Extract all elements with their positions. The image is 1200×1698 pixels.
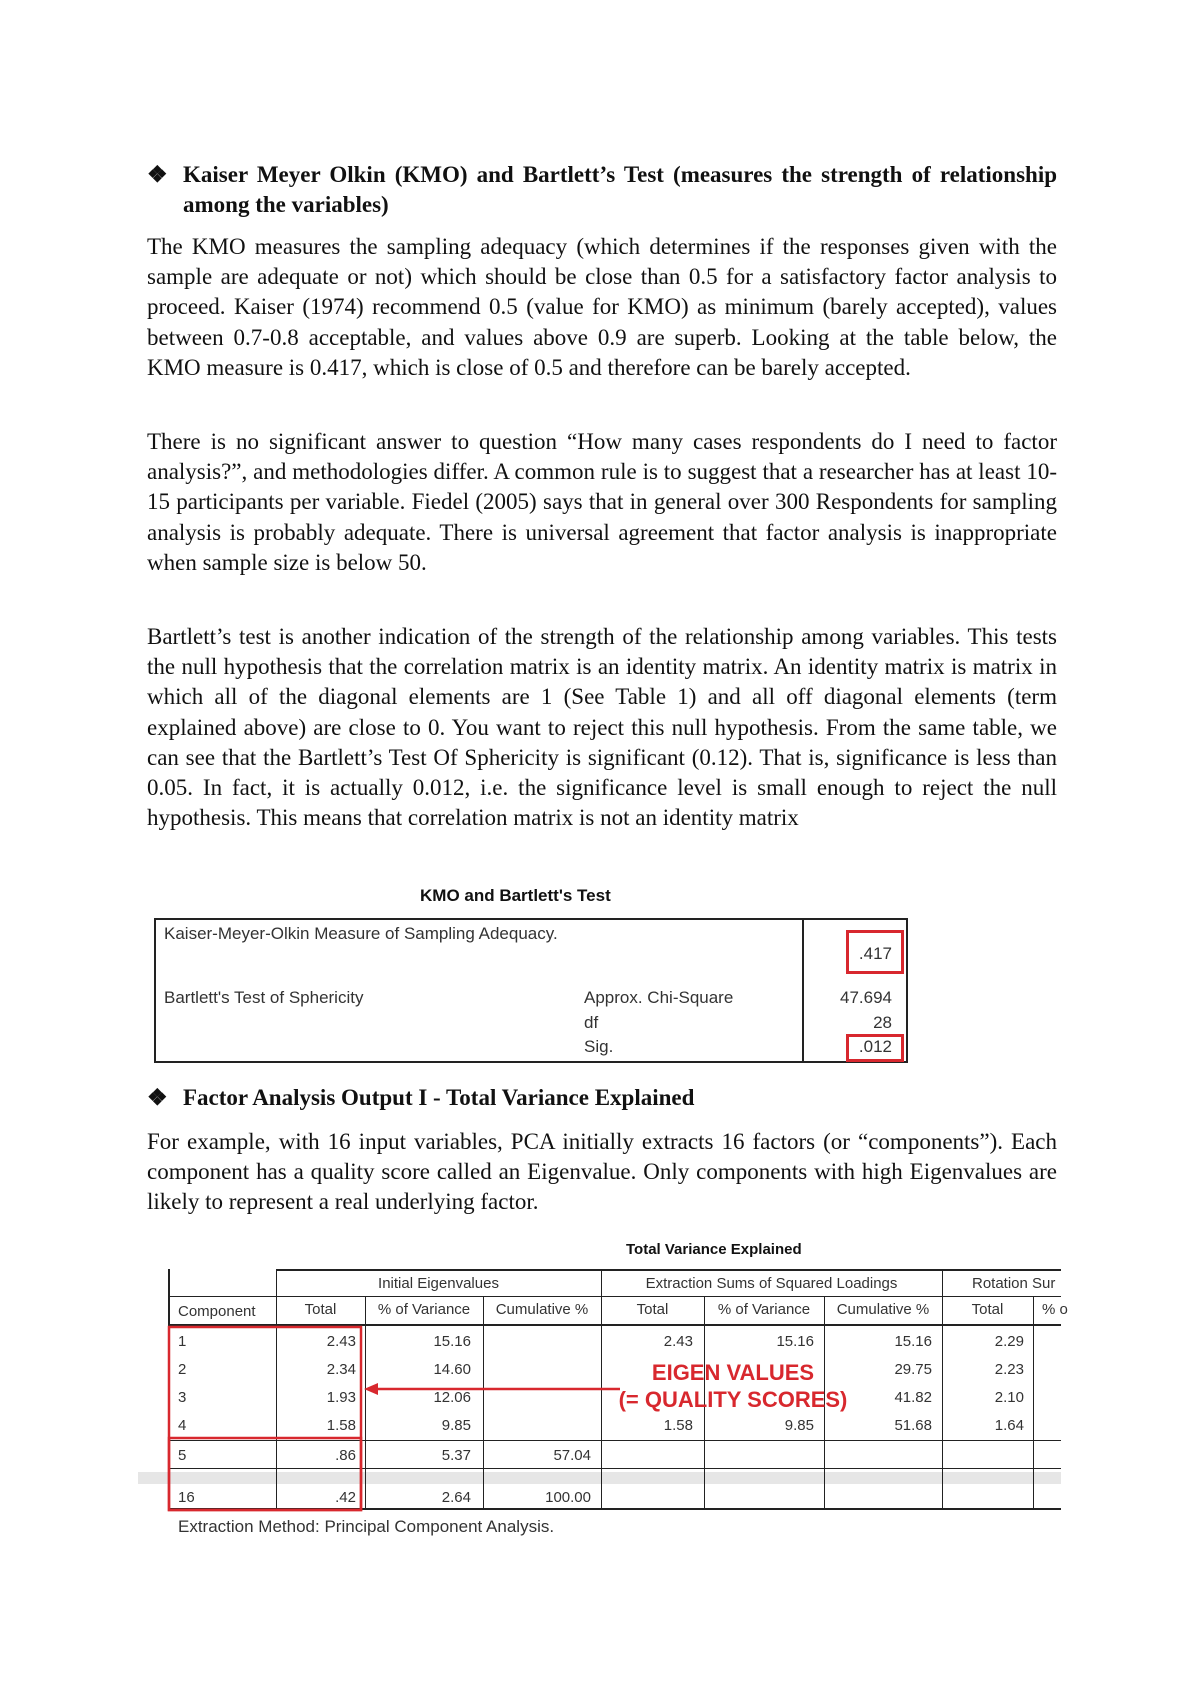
table-cell: 2.10 bbox=[994, 1389, 1024, 1406]
table-cell: 1.64 bbox=[994, 1417, 1024, 1434]
table-cell: 2.43 bbox=[326, 1333, 356, 1350]
tve-footnote: Extraction Method: Principal Component Analysis. bbox=[178, 1517, 555, 1536]
col-header-total: Total bbox=[636, 1301, 669, 1318]
heading-text: Factor Analysis Output I - Total Variance Explained bbox=[183, 1085, 695, 1110]
col-header-pct-variance: % of Variance bbox=[377, 1301, 471, 1318]
bartlett-label: Bartlett's Test of Sphericity bbox=[164, 988, 364, 1007]
table-cell: 9.85 bbox=[441, 1417, 471, 1434]
table-rule bbox=[276, 1269, 1061, 1271]
heading-text: Kaiser Meyer Olkin (KMO) and Bartlett’s Test (measures the strength of relationship among the variables) bbox=[183, 162, 1057, 217]
table-cell: 2.43 bbox=[663, 1333, 693, 1350]
table-rule bbox=[168, 1296, 276, 1297]
table-cell: 15.16 bbox=[894, 1333, 932, 1350]
table-cell: 15.16 bbox=[776, 1333, 814, 1350]
col-header-cumulative: Cumulative % bbox=[836, 1301, 930, 1318]
table-cell: .86 bbox=[335, 1447, 356, 1464]
col-header-cumulative: Cumulative % bbox=[495, 1301, 589, 1318]
diamond-bullet-icon: ❖ bbox=[147, 1085, 168, 1110]
component-number-cell: 5 bbox=[178, 1447, 187, 1464]
component-number-cell: 16 bbox=[178, 1489, 195, 1506]
kmo-table bbox=[154, 918, 908, 1063]
table-cell: 14.60 bbox=[433, 1361, 471, 1378]
group-header-extraction: Extraction Sums of Squared Loadings bbox=[645, 1275, 898, 1292]
table-cell: 2.29 bbox=[994, 1333, 1024, 1350]
section-heading-kmo bbox=[147, 160, 1057, 220]
paragraph-kmo-intro: The KMO measures the sampling adequacy (which determines if the responses given with the sample are adequate or not) which should be close than 0.5 for a satisfactory factor analysis to proceed. Kaiser (1974) recommend 0.5 (value for KMO) as minimum (barely accepted), values between 0.7-0.8 acceptable, and values above 0.9 are superb. Looking at the table below, the KMO measure is 0.417, which is close of 0.5 and therefore can be barely accepted. bbox=[147, 234, 1057, 380]
sig-highlight-box bbox=[846, 1034, 904, 1062]
table-rule bbox=[168, 1468, 1061, 1469]
paragraph-sample-size: There is no significant answer to question “How many cases respondents do I need to factor analysis?”, and methodologies differ. A common rule is to suggest that a researcher has at least 10-15 participants per variable. Fiedel (2005) says that in general over 300 Respondents for sampling analysis is probably adequate. There is universal agreement that factor analysis is inappropriate when sample size is below 50. bbox=[147, 429, 1057, 575]
table-cell: 9.85 bbox=[784, 1417, 814, 1434]
table-cell: 51.68 bbox=[894, 1417, 932, 1434]
df-value: 28 bbox=[873, 1013, 892, 1032]
col-header-pct: % o bbox=[1042, 1301, 1068, 1318]
table-cell: 1.58 bbox=[326, 1417, 356, 1434]
table-cell: 12.06 bbox=[433, 1389, 471, 1406]
table-cell: 1.93 bbox=[326, 1389, 356, 1406]
eigen-annotation-line2: (= QUALITY SCORES) bbox=[618, 1387, 848, 1412]
table-cell: 2.23 bbox=[994, 1361, 1024, 1378]
chi-square-label: Approx. Chi-Square bbox=[584, 988, 734, 1007]
table-rule bbox=[168, 1508, 1061, 1510]
tve-table-title: Total Variance Explained bbox=[626, 1241, 802, 1258]
table-rule bbox=[276, 1296, 1061, 1297]
col-header-total: Total bbox=[304, 1301, 337, 1318]
kmo-highlight-box bbox=[846, 930, 904, 974]
table-cell: .42 bbox=[335, 1489, 356, 1506]
eigen-annotation-line1: EIGEN VALUES bbox=[651, 1360, 815, 1385]
table-rule bbox=[1033, 1296, 1034, 1509]
table-cell: 2.34 bbox=[326, 1361, 356, 1378]
table-cell: 2.64 bbox=[441, 1489, 471, 1506]
table-rule bbox=[168, 1440, 1061, 1441]
col-header-component: Component bbox=[178, 1303, 256, 1320]
sig-label: Sig. bbox=[584, 1037, 614, 1056]
diamond-bullet-icon: ❖ bbox=[147, 162, 168, 187]
kmo-value: .417 bbox=[858, 944, 892, 963]
group-header-rotation: Rotation Sur bbox=[972, 1275, 1056, 1292]
table-rule bbox=[483, 1296, 484, 1509]
paragraph-eigenvalues: For example, with 16 input variables, PCA initially extracts 16 factors (or “components”). Each component has a quality score called an Eigenvalue. Only components with high Eigenvalues are likely to represent a real underlying factor. bbox=[147, 1129, 1057, 1215]
component-number-cell: 3 bbox=[178, 1389, 187, 1406]
table-cell: 15.16 bbox=[433, 1333, 471, 1350]
kmo-table-title: KMO and Bartlett's Test bbox=[420, 886, 611, 905]
col-header-pct-variance: % of Variance bbox=[717, 1301, 811, 1318]
component-number-cell: 1 bbox=[178, 1333, 187, 1350]
group-header-initial: Initial Eigenvalues bbox=[378, 1275, 499, 1292]
paragraph-bartlett: Bartlett’s test is another indication of the strength of the relationship among variables. This tests the null hypothesis that the correlation matrix is an identity matrix. An identity matrix is matrix in which all of the diagonal elements are 1 (See Table 1) and all off diagonal elements (term explained above) are close to 0. You want to reject this null hypothesis. From the same table, we can see that the Bartlett’s Test Of Sphericity is significant (0.12). That is, significance is less than 0.05. In fact, it is actually 0.012, i.e. the significance level is small enough to reject the null hypothesis. This means that correlation matrix is not an identity matrix bbox=[147, 624, 1057, 831]
table-cell: 1.58 bbox=[663, 1417, 693, 1434]
table-cell: 29.75 bbox=[894, 1361, 932, 1378]
chi-square-value: 47.694 bbox=[840, 988, 892, 1007]
table-cell: 5.37 bbox=[441, 1447, 471, 1464]
sig-value: .012 bbox=[858, 1037, 892, 1056]
table-rule bbox=[168, 1324, 1061, 1326]
component-number-cell: 2 bbox=[178, 1361, 187, 1378]
table-cell: 57.04 bbox=[553, 1447, 591, 1464]
table-cell: 100.00 bbox=[545, 1489, 591, 1506]
col-header-total: Total bbox=[971, 1301, 1004, 1318]
section-heading-tve bbox=[147, 1083, 1057, 1113]
kmo-label: Kaiser-Meyer-Olkin Measure of Sampling Adequacy. bbox=[164, 924, 558, 943]
df-label: df bbox=[584, 1013, 599, 1032]
component-number-cell: 4 bbox=[178, 1417, 187, 1434]
table-cell: 41.82 bbox=[894, 1389, 932, 1406]
table-rule bbox=[168, 1269, 170, 1509]
